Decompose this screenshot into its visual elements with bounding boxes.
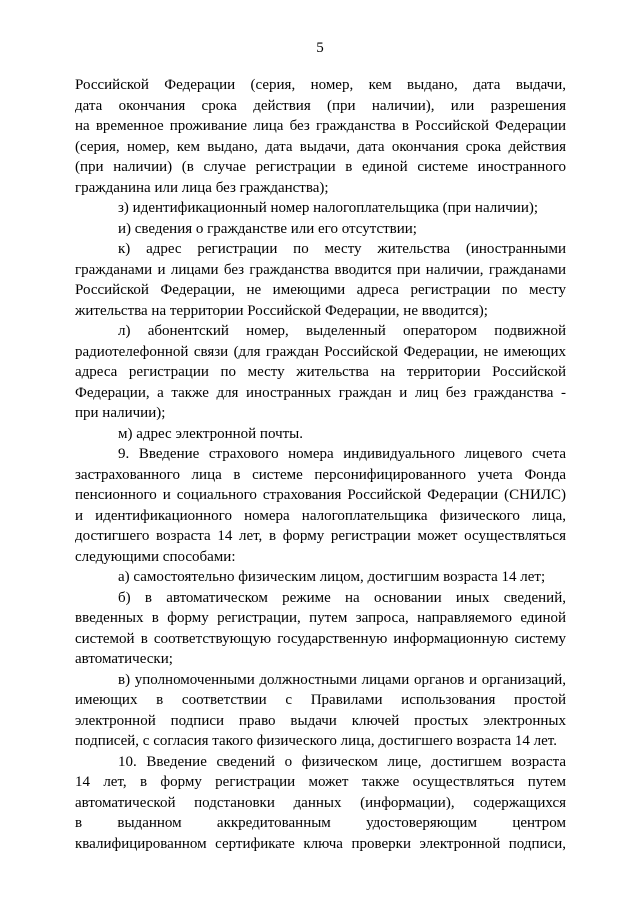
- text-line: Российской Федерации (серия, номер, кем выдано, дата выдачи,: [75, 77, 566, 93]
- paragraph: [75, 424, 566, 445]
- paragraph: [75, 588, 566, 670]
- text-line: электронной подписи право выдачи ключей простых электронных: [75, 712, 566, 729]
- text-line: (серия, номер, кем выдано, дата выдачи, дата окончания срока действия: [75, 138, 566, 155]
- text-line: при наличии);: [75, 405, 166, 421]
- page-number: 5: [316, 40, 324, 56]
- paragraph: [75, 75, 566, 198]
- text-line: 14 лет, в форму регистрации может также осуществляться путем: [75, 774, 566, 790]
- text-line: и) сведения о гражданстве или его отсутствии;: [118, 220, 417, 237]
- text-line: 10. Введение сведений о физическом лице, достигшем возраста: [118, 753, 566, 770]
- text-line: м) адрес электронной почты.: [118, 425, 304, 442]
- paragraph: [75, 198, 566, 219]
- text-line: автоматически;: [75, 651, 173, 667]
- text-line: имеющих в соответствии с Правилами использования простой: [75, 692, 566, 708]
- text-line: гражданами и лицами без гражданства вводится при наличии, гражданами: [75, 261, 566, 278]
- text-line: 9. Введение страхового номера индивидуального лицевого счета: [118, 446, 566, 462]
- document-text-body: [75, 75, 566, 854]
- text-line: жительства на территории Российской Федерации, не вводится);: [75, 302, 488, 319]
- text-line: системой в соответствующую государственную информационную систему: [75, 630, 566, 647]
- paragraph: [75, 219, 566, 240]
- text-line: з) идентификационный номер налогоплательщика (при наличии);: [118, 200, 539, 216]
- text-line: и идентификационного номера налогоплательщика физического лица,: [75, 507, 566, 524]
- text-line: Федерации, а также для иностранных граждан и лиц без гражданства -: [75, 384, 566, 401]
- text-line: Российской Федерации, не имеющими адреса регистрации по месту: [75, 282, 566, 298]
- paragraph: [75, 321, 566, 424]
- text-line: подписей, с согласия такого физического лица, достигшего возраста 14 лет.: [75, 733, 557, 749]
- paragraph: [75, 239, 566, 321]
- text-line: застрахованного лица в системе персонифицированного учета Фонда: [75, 466, 566, 483]
- text-line: пенсионного и социального страхования Российской Федерации (СНИЛС): [75, 487, 566, 503]
- text-line: а) самостоятельно физическим лицом, достигшим возраста 14 лет;: [118, 569, 546, 585]
- text-line: к) адрес регистрации по месту жительства (иностранными: [118, 241, 566, 257]
- text-line: адреса регистрации по месту жительства на территории Российской: [75, 364, 566, 380]
- text-line: в выданном аккредитованным удостоверяющим центром: [75, 815, 566, 831]
- paragraph: [75, 444, 566, 567]
- text-line: квалифицированном сертификате ключа проверки электронной подписи,: [75, 835, 566, 852]
- text-line: радиотелефонной связи (для граждан Российской Федерации, не имеющих: [75, 343, 566, 360]
- text-line: дата окончания срока действия (при наличии), или разрешения: [75, 97, 566, 114]
- text-line: л) абонентский номер, выделенный оператором подвижной: [118, 323, 566, 339]
- paragraph: [75, 567, 566, 588]
- text-line: введенных в форму регистрации, путем запроса, направляемого единой: [75, 610, 566, 626]
- text-line: достигшего возраста 14 лет, в форму регистрации может осуществляться: [75, 528, 566, 544]
- text-line: (при наличии) (в случае регистрации в единой системе иностранного: [75, 159, 566, 175]
- paragraph: [75, 670, 566, 752]
- paragraph: [75, 752, 566, 855]
- text-line: автоматической подстановки данных (информации), содержащихся: [75, 794, 566, 811]
- text-line: следующими способами:: [75, 548, 236, 565]
- text-line: б) в автоматическом режиме на основании иных сведений,: [118, 589, 566, 606]
- text-line: на временное проживание лица без гражданства в Российской Федерации: [75, 118, 566, 134]
- text-line: в) уполномоченными должностными лицами органов и организаций,: [118, 671, 566, 688]
- text-line: гражданина или лица без гражданства);: [75, 179, 329, 196]
